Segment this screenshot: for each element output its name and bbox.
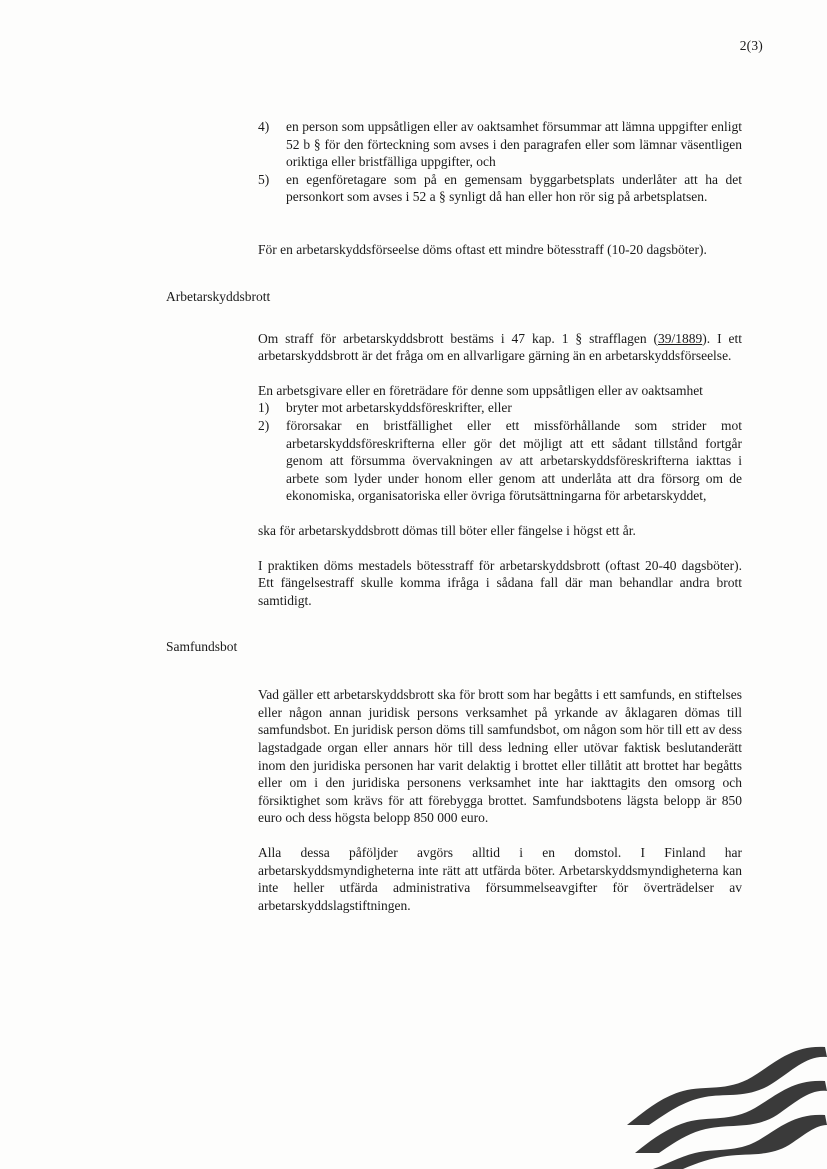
list-marker: 5) <box>258 171 270 187</box>
statute-link[interactable]: 39/1889 <box>658 330 703 346</box>
section-heading-arbetarskyddsbrott: Arbetarskyddsbrott <box>166 288 271 304</box>
section-heading-samfundsbot: Samfundsbot <box>166 639 238 655</box>
paragraph-arbetsgivare: En arbetsgivare eller en företrädare för denne som uppsåtligen eller av oaktsamhet <box>258 382 703 398</box>
wave-logo <box>587 1029 827 1169</box>
paragraph-samfundsbot-1: Vad gäller ett arbetarskyddsbrott ska för brott som har begåtts i ett samfunds, en stiftelses eller någon annan juridisk persons verksamhet på yrkande av åklagaren dömas till samfundsbot. En juridisk person döms till samfundsbot, om någon som hör till ett av dess lagstadgade organ eller annars hör till dess ledning eller utövar faktisk beslutanderätt inom den juridiska personen har varit delaktig i brottet eller tillåtit att brottet har begåtts eller om i den juridiska personens verksamhet inte har iakttagits den omsorg och försiktighet som krävs för att förebygga brottet. Samfundsbotens lägsta belopp är 850 euro och dess högsta belopp 850 000 euro. <box>258 687 742 826</box>
list-marker: 4) <box>258 119 270 134</box>
list-item <box>258 417 742 505</box>
paragraph-straff <box>258 330 742 365</box>
list-item <box>258 399 742 417</box>
numbered-list-arbetarskyddsbrott <box>258 399 742 505</box>
document-body <box>0 118 827 931</box>
paragraph-closing: ska för arbetarskyddsbrott dömas till böter eller fängelse i högst ett år. <box>258 522 636 538</box>
section-arbetarskyddsbrott <box>0 288 827 610</box>
numbered-list-top <box>258 118 742 206</box>
list-marker: 2) <box>258 417 270 433</box>
paragraph-text-part2: ). I ett arbetarskyddsbrott är det fråga om en allvarligare gärning än en arbetarskyddsförseelse. <box>258 330 742 364</box>
list-item-text: förorsakar en bristfällighet eller ett missförhållande som strider mot arbetarskyddsföreskrifterna eller gör det möjligt att ett sådant tillstånd fortgår genom att försumma övervakningen av att arbetarskyddsföreskrifterna iakttas i arbete som lyder under honom eller genom att underlåta att dra försorg om de ekonomiska, organisatoriska eller övriga förutsättningarna för arbetarskyddet, <box>286 417 742 504</box>
page-number: 2(3) <box>739 38 763 53</box>
section-top-list <box>0 118 827 206</box>
list-item-text: en egenföretagare som på en gemensam byggarbetsplats underlåter att ha det personkort som avses i 52 a § synligt då han eller hon rör sig på arbetsplatsen. <box>286 171 742 205</box>
paragraph-samfundsbot-2: Alla dessa påföljder avgörs alltid i en domstol. I Finland har arbetarskyddsmyndigheterna inte rätt att utfärda böter. Arbetarskyddsmyndigheterna kan inte heller utfärda administrativa försummelseavgifter för överträdelser av arbetarskyddslagstiftningen. <box>258 845 742 913</box>
list-item <box>258 171 742 206</box>
paragraph-text-part1: Om straff för arbetarskyddsbrott bestäms i 47 kap. 1 § strafflagen ( <box>258 330 658 346</box>
paragraph-praktiken: I praktiken döms mestadels bötesstraff för arbetarskyddsbrott (oftast 20-40 dagsböter). Ett fängelsestraff skulle komma ifråga i sådana fall där man behandlar andra brott samtidigt. <box>258 557 742 608</box>
paragraph: För en arbetarskyddsförseelse döms oftast ett mindre bötesstraff (10-20 dagsböter). <box>258 241 707 257</box>
list-item-text: bryter mot arbetarskyddsföreskrifter, eller <box>286 400 512 416</box>
section-samfundsbot <box>0 638 827 914</box>
list-item-text: en person som uppsåtligen eller av oaktsamhet försummar att lämna uppgifter enligt 52 b § för den förteckning som avses i den paragrafen eller som lämnar väsentligen oriktiga eller bristfälliga uppgifter, och <box>286 119 742 170</box>
list-marker: 1) <box>258 400 270 416</box>
section-bot-paragraph <box>0 241 827 259</box>
list-item <box>258 118 742 171</box>
